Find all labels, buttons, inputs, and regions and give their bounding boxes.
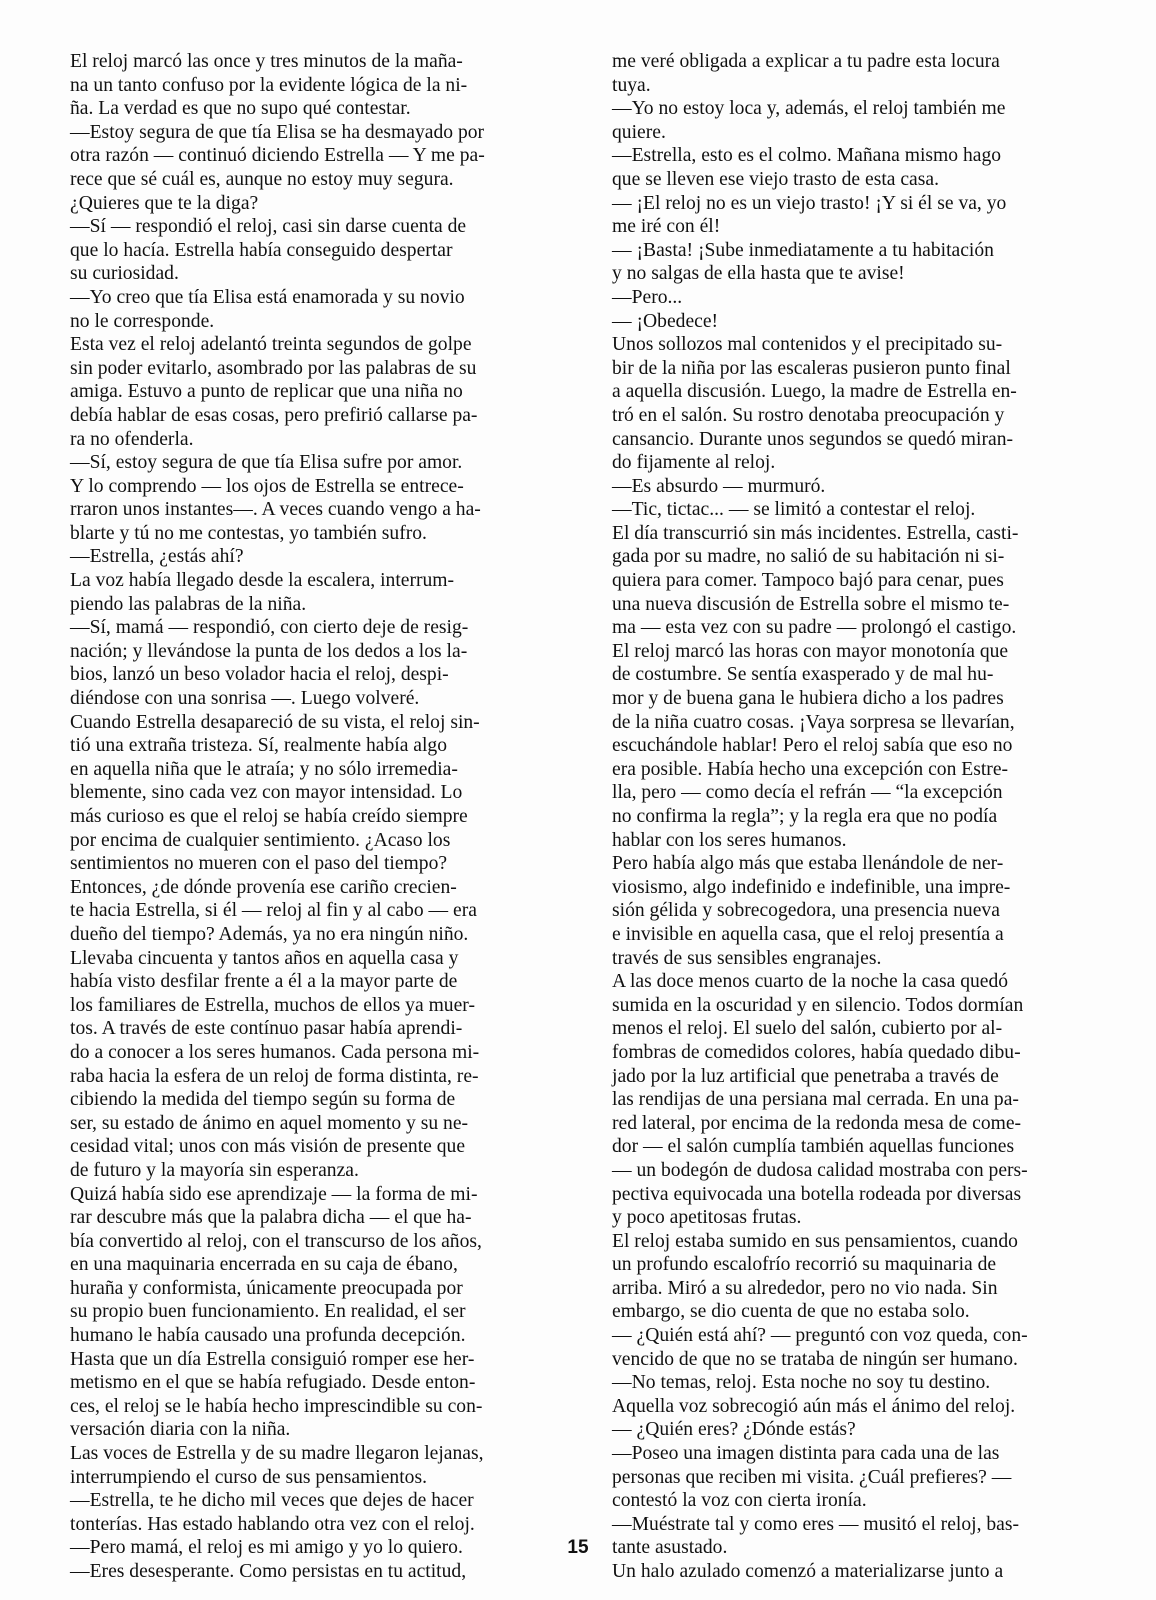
text-line: —Es absurdo — murmuró. [612,475,826,497]
text-line: —Yo no estoy loca y, además, el reloj también me [612,98,1006,120]
text-line: de futuro y la mayoría sin esperanza. [70,1159,359,1181]
text-line: escuchándole hablar! Pero el reloj sabía que eso no [612,735,1013,757]
text-line: —Estrella, te he dicho mil veces que dejes de hacer [70,1490,474,1512]
text-line: no le corresponde. [70,310,215,332]
text-line: personas que reciben mi visita. ¿Cuál prefieres? — [612,1466,1012,1488]
text-line: —Estrella, esto es el colmo. Mañana mismo hago [612,145,1002,167]
text-line: pectiva equivocada una botella rodeada por diversas [612,1183,1022,1205]
text-line: fombras de comedidos colores, había quedado dibu- [612,1041,1021,1063]
text-line: amiga. Estuvo a punto de replicar que una niña no [70,381,463,403]
text-line: no confirma la regla”; y la regla era que no podía [612,806,998,827]
text-line: ma — esta vez con su padre — prolongó el castigo. [612,617,1017,639]
text-line: arriba. Miró a su alrededor, pero no vio nada. Sin [612,1277,998,1299]
text-line: rar descubre más que la palabra dicha — el que ha- [70,1207,472,1229]
text-line: su propio buen funcionamiento. En realidad, el ser [70,1301,466,1323]
text-line: Un halo azulado comenzó a materializarse junto a [612,1561,1004,1582]
text-line: sin poder evitarlo, asombrado por las palabras de su [70,357,477,379]
text-line: contestó la voz con cierta ironía. [612,1490,867,1512]
text-line: do a conocer a los seres humanos. Cada persona mi- [70,1041,480,1063]
text-line: cibiendo la medida del tiempo según su forma de [70,1089,456,1111]
text-line: las rendijas de una persiana mal cerrada. En una pa- [612,1089,1019,1111]
text-line: otra razón — continuó diciendo Estrella — Y me pa- [70,145,485,167]
text-line: — ¿Quién eres? ¿Dónde estás? [612,1419,856,1441]
text-line: A las doce menos cuarto de la noche la casa quedó [612,971,1009,993]
text-line: Unos sollozos mal contenidos y el precipitado su- [612,334,1003,356]
text-column-right [612,50,1082,1584]
text-line: Aquella voz sobrecogió aún más el ánimo del reloj. [612,1395,1016,1417]
text-line: Y lo comprendo — los ojos de Estrella se entrece- [70,475,464,497]
text-line: gada por su madre, no salió de su habitación ni si- [612,546,1005,568]
text-line: — ¡El reloj no es un viejo trasto! ¡Y si él se va, yo [612,192,1007,214]
text-line: los familiares de Estrella, muchos de ellos ya muer- [70,994,475,1016]
text-line: rraron unos instantes—. A veces cuando vengo a ha- [70,499,481,521]
text-line: tuya. [612,74,651,96]
text-line: na un tanto confuso por la evidente lógica de la ni- [70,74,468,96]
text-line: Entonces, ¿de dónde provenía ese cariño crecien- [70,876,457,898]
text-line: dueño del tiempo? Además, ya no era ningún niño. [70,923,469,945]
text-line: cansancio. Durante unos segundos se quedó miran- [612,428,1014,450]
text-line: por encima de cualquier sentimiento. ¿Acaso los [70,829,451,851]
text-line: lla, pero — como decía el refrán — “la excepción [612,782,1003,804]
text-line: dor — el salón cumplía también aquellas funciones [612,1136,1015,1158]
text-line: —Sí, mamá — respondió, con cierto deje de resig- [70,617,469,639]
text-line: te hacia Estrella, si él — reloj al fin y al cabo — era [70,900,477,922]
text-line: debía hablar de esas cosas, pero prefirió callarse pa- [70,404,478,426]
text-line: ña. La verdad es que no supo qué contestar. [70,98,411,120]
text-line: través de sus sensibles engranajes. [612,947,882,969]
text-line: Pero había algo más que estaba llenándole de ner- [612,853,1004,875]
text-line: —Sí — respondió el reloj, casi sin darse cuenta de [70,216,467,238]
text-line: más curioso es que el reloj se había creído siempre [70,806,468,827]
text-line: y poco apetitosas frutas. [612,1207,802,1229]
text-line: huraña y conformista, únicamente preocupada por [70,1277,463,1299]
text-line: e invisible en aquella casa, que el reloj presentía a [612,923,1004,945]
text-line: rece que sé cuál es, aunque no estoy muy segura. [70,168,454,190]
text-line: bía convertido al reloj, con el transcurso de los años, [70,1230,482,1252]
text-line: su curiosidad. [70,263,179,285]
text-line: había visto desfilar frente a él a la mayor parte de [70,971,458,993]
text-line: metismo en el que se había refugiado. Desde enton- [70,1372,476,1394]
text-line: que se lleven ese viejo trasto de esta casa. [612,168,939,190]
text-line: —Estoy segura de que tía Elisa se ha desmayado por [70,121,485,143]
text-line: era posible. Había hecho una excepción con Estre- [612,758,1009,780]
text-line: sión gélida y sobrecogedora, una presencia nueva [612,900,1000,922]
text-line: me iré con él! [612,216,721,238]
text-line: quiere. [612,121,666,143]
text-line: tonterías. Has estado hablando otra vez con el reloj. [70,1513,475,1535]
text-line: — ¿Quién está ahí? — preguntó con voz queda, con- [612,1325,1028,1347]
text-line: La voz había llegado desde la escalera, interrum- [70,570,455,592]
text-line: El reloj marcó las horas con mayor monotonía que [612,640,1009,662]
text-line: menos el reloj. El suelo del salón, cubierto por al- [612,1018,1003,1040]
text-line: —Yo creo que tía Elisa está enamorada y su novio [70,286,465,308]
text-line: raba hacia la esfera de un reloj de forma distinta, re- [70,1065,479,1087]
text-line: tró en el salón. Su rostro denotaba preocupación y [612,404,1005,426]
text-line: y no salgas de ella hasta que te avise! [612,263,905,285]
text-line: —Pero mamá, el reloj es mi amigo y yo lo quiero. [70,1537,463,1559]
text-line: El reloj marcó las once y tres minutos de la maña- [70,51,463,72]
text-line: bios, lanzó un beso volador hacia el reloj, despi- [70,664,449,686]
text-line: El día transcurrió sin más incidentes. Estrella, casti- [612,522,1019,544]
text-line: bir de la niña por las escaleras pusieron punto final [612,357,1011,379]
text-line: mor y de buena gana le hubiera dicho a los padres [612,688,1004,710]
text-line: de costumbre. Se sentía exasperado y de mal hu- [612,664,994,686]
text-line: —No temas, reloj. Esta noche no soy tu destino. [612,1372,991,1394]
text-line: — un bodegón de dudosa calidad mostraba con pers- [612,1159,1028,1181]
text-line: —Poseo una imagen distinta para cada una de las [612,1443,1000,1465]
text-line: —Eres desesperante. Como persistas en tu actitud, [70,1561,467,1582]
text-line: ces, el reloj se le había hecho imprescindible su con- [70,1395,483,1417]
text-line: versación diaria con la niña. [70,1419,291,1441]
text-line: viosismo, algo indefinido e indefinible, una impre- [612,876,1011,898]
text-line: —Muéstrate tal y como eres — musitó el reloj, bas- [612,1513,1020,1535]
text-line: blemente, sino cada vez con mayor intensidad. Lo [70,782,463,804]
text-line: me veré obligada a explicar a tu padre esta locura [612,51,1000,72]
text-line: —Sí, estoy segura de que tía Elisa sufre por amor. [70,452,463,474]
text-line: jado por la luz artificial que penetraba a través de [612,1065,999,1087]
text-line: tante asustado. [612,1537,728,1559]
text-line: un profundo escalofrío recorrió su maquinaria de [612,1254,997,1276]
text-line: Quizá había sido ese aprendizaje — la forma de mi- [70,1183,478,1205]
text-line: tos. A través de este contínuo pasar había aprendi- [70,1018,463,1040]
text-line: —Pero... [612,286,683,308]
text-line: piendo las palabras de la niña. [70,593,307,615]
text-line: Hasta que un día Estrella consiguió romper ese her- [70,1348,475,1370]
text-line: El reloj estaba sumido en sus pensamientos, cuando [612,1230,1018,1252]
text-line: red lateral, por encima de la redonda mesa de come- [612,1112,1022,1134]
text-line: cesidad vital; unos con más visión de presente que [70,1136,466,1158]
text-line: sentimientos no mueren con el paso del tiempo? [70,853,448,875]
text-line: a aquella discusión. Luego, la madre de Estrella en- [612,381,1017,403]
text-line: ser, su estado de ánimo en aquel momento y su ne- [70,1112,469,1134]
text-line: Cuando Estrella desapareció de su vista, el reloj sin- [70,711,480,733]
text-column-left [70,50,565,1584]
text-line: diéndose con una sonrisa —. Luego volveré. [70,688,420,710]
text-line: de la niña cuatro cosas. ¡Vaya sorpresa se llevarían, [612,711,1015,733]
text-line: hablar con los seres humanos. [612,829,847,851]
text-line: tió una extraña tristeza. Sí, realmente había algo [70,735,448,757]
text-line: Esta vez el reloj adelantó treinta segundos de golpe [70,334,472,356]
text-line: Llevaba cincuenta y tantos años en aquella casa y [70,947,459,969]
text-line: quiera para comer. Tampoco bajó para cenar, pues [612,570,1004,592]
text-line: blarte y tú no me contestas, yo también sufro. [70,522,427,544]
text-line: Las voces de Estrella y de su madre llegaron lejanas, [70,1443,484,1465]
text-line: en una maquinaria encerrada en su caja de ébano, [70,1254,458,1276]
text-line: interrumpiendo el curso de sus pensamientos. [70,1466,427,1488]
text-line: —Estrella, ¿estás ahí? [70,546,244,568]
text-line: do fijamente al reloj. [612,452,776,474]
page-number: 15 [567,1537,589,1558]
text-line: —Tic, tictac... — se limitó a contestar el reloj. [612,499,976,521]
text-line: — ¡Obedece! [612,310,719,332]
text-line: nación; y llevándose la punta de los dedos a los la- [70,640,468,662]
text-line: que lo hacía. Estrella había conseguido despertar [70,239,453,261]
text-line: humano le había causado una profunda decepción. [70,1325,466,1347]
text-line: una nueva discusión de Estrella sobre el mismo te- [612,593,1010,615]
text-line: ¿Quieres que te la diga? [70,192,259,214]
text-line: ra no ofenderla. [70,428,194,450]
text-line: vencido de que no se trataba de ningún ser humano. [612,1348,1018,1370]
text-line: en aquella niña que le atraía; y no sólo irremedia- [70,758,458,780]
text-line: embargo, se dio cuenta de que no estaba solo. [612,1301,970,1323]
text-line: — ¡Basta! ¡Sube inmediatamente a tu habitación [612,239,994,261]
text-line: sumida en la oscuridad y en silencio. Todos dormían [612,994,1024,1016]
